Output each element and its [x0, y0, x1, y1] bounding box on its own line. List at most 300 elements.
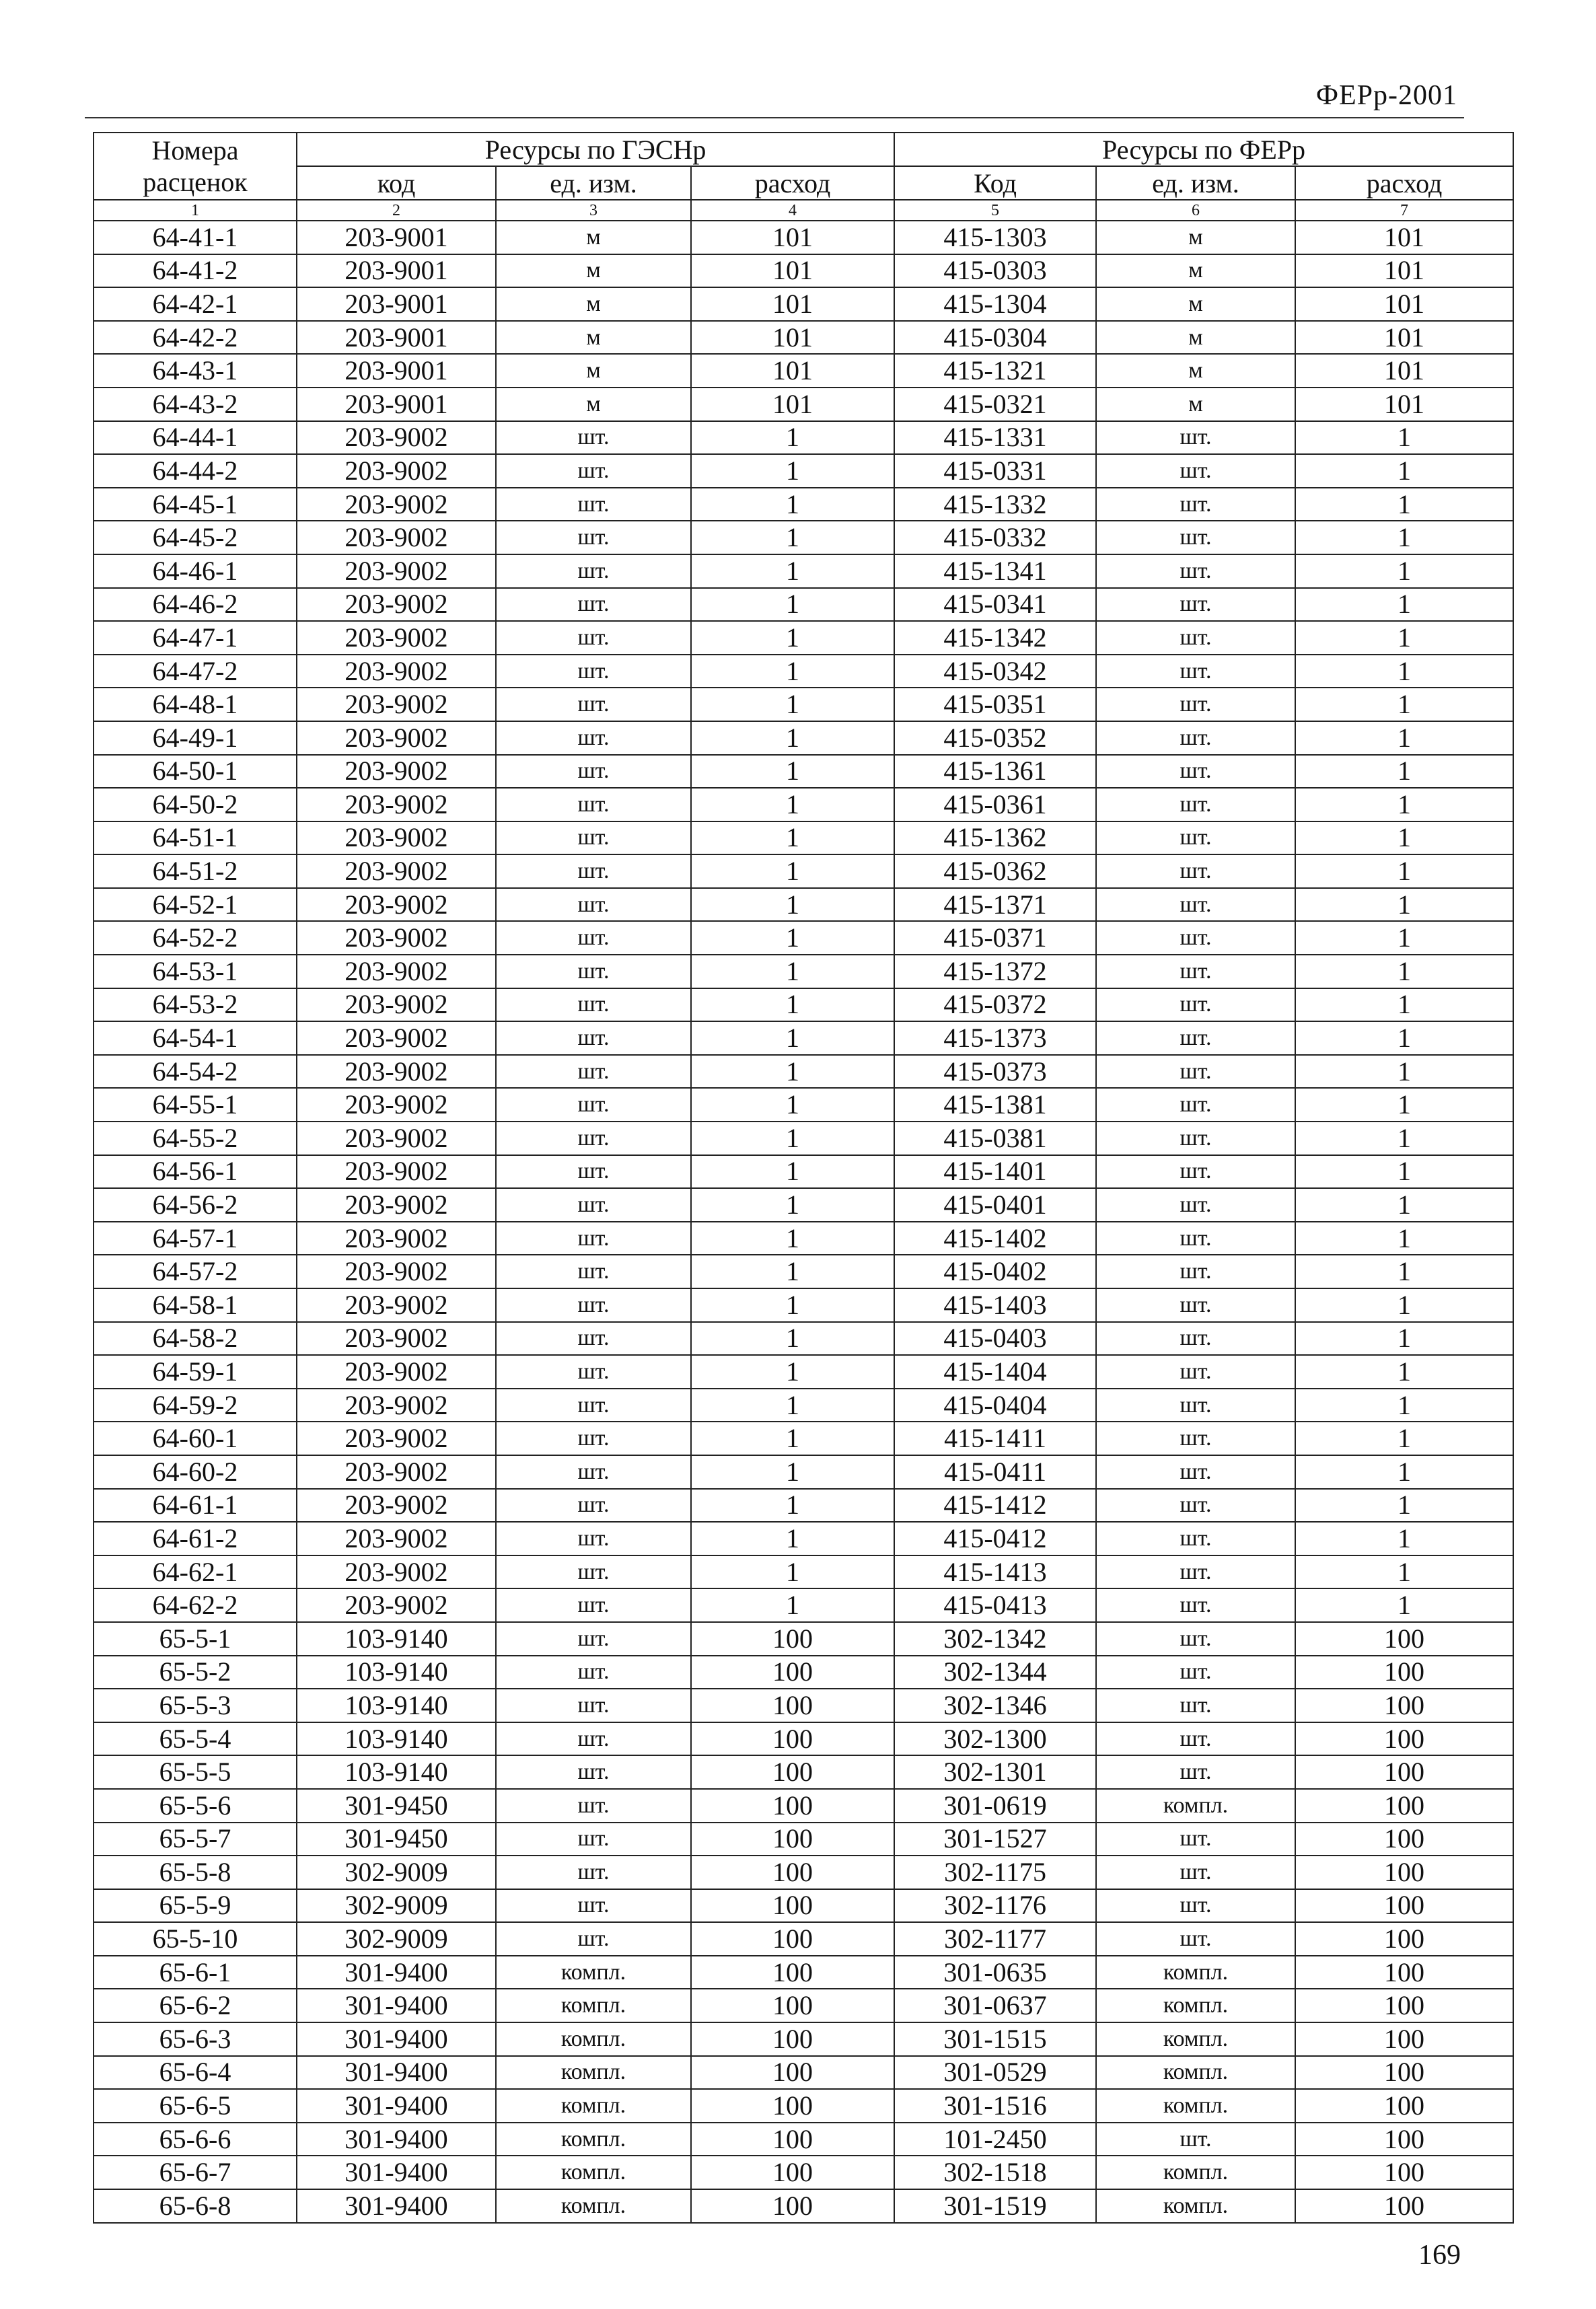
- fer-unit-cell: шт.: [1096, 2123, 1295, 2156]
- rate-number-cell: 65-5-3: [94, 1689, 297, 1722]
- gesn-code-cell: 203-9002: [297, 1088, 496, 1122]
- gesn-unit-cell: шт.: [496, 1021, 691, 1055]
- fer-unit-cell: шт.: [1096, 1755, 1295, 1789]
- rate-number-cell: 65-5-6: [94, 1789, 297, 1823]
- gesn-unit-cell: шт.: [496, 1856, 691, 1889]
- gesn-qty-cell: 1: [691, 988, 894, 1022]
- gesn-unit-cell: шт.: [496, 1088, 691, 1122]
- gesn-qty-cell: 1: [691, 621, 894, 655]
- table-row: [94, 1889, 1513, 1923]
- table-row: [94, 1922, 1513, 1956]
- table-row: [94, 1588, 1513, 1622]
- gesn-qty-cell: 1: [691, 421, 894, 455]
- rate-numbers-header: Номера: [94, 133, 297, 166]
- rate-number-cell: 64-61-2: [94, 1522, 297, 1555]
- fer-qty-cell: 1: [1295, 888, 1513, 922]
- fer-code-cell: 415-0331: [894, 454, 1096, 488]
- fer-unit-header: ед. изм.: [1096, 166, 1295, 200]
- table-row: [94, 287, 1513, 321]
- gesn-qty-cell: 1: [691, 1188, 894, 1222]
- rate-number-cell: 64-50-1: [94, 755, 297, 789]
- column-number: 1: [94, 200, 297, 221]
- gesn-unit-cell: шт.: [496, 1755, 691, 1789]
- gesn-qty-cell: 1: [691, 454, 894, 488]
- fer-qty-cell: 100: [1295, 2056, 1513, 2090]
- gesn-unit-cell: компл.: [496, 2056, 691, 2090]
- rate-number-cell: 64-50-2: [94, 788, 297, 821]
- rate-number-cell: 64-52-2: [94, 921, 297, 955]
- rate-number-cell: 64-46-2: [94, 588, 297, 622]
- gesn-code-cell: 203-9002: [297, 988, 496, 1022]
- gesn-code-cell: 203-9002: [297, 921, 496, 955]
- table-row: [94, 354, 1513, 388]
- table-row: [94, 1222, 1513, 1255]
- gesn-unit-cell: шт.: [496, 755, 691, 789]
- gesn-unit-cell: шт.: [496, 1122, 691, 1155]
- gesn-unit-cell: компл.: [496, 1989, 691, 2022]
- gesn-qty-cell: 101: [691, 221, 894, 254]
- fer-qty-cell: 1: [1295, 1422, 1513, 1455]
- fer-unit-cell: шт.: [1096, 488, 1295, 521]
- gesn-unit-cell: шт.: [496, 888, 691, 922]
- fer-unit-cell: шт.: [1096, 755, 1295, 789]
- fer-code-cell: 301-1516: [894, 2089, 1096, 2123]
- fer-code-cell: 302-1175: [894, 1856, 1096, 1889]
- rate-number-cell: 65-6-2: [94, 1989, 297, 2022]
- gesn-qty-cell: 100: [691, 1622, 894, 1656]
- fer-code-cell: 415-1401: [894, 1155, 1096, 1189]
- table-row: [94, 2189, 1513, 2223]
- gesn-code-cell: 203-9001: [297, 254, 496, 288]
- gesn-code-cell: 103-9140: [297, 1622, 496, 1656]
- fer-code-cell: 302-1344: [894, 1656, 1096, 1689]
- fer-qty-cell: 1: [1295, 554, 1513, 588]
- fer-unit-cell: шт.: [1096, 688, 1295, 721]
- fer-qty-cell: 1: [1295, 1055, 1513, 1089]
- gesn-qty-cell: 1: [691, 521, 894, 554]
- gesn-qty-cell: 1: [691, 1389, 894, 1422]
- rate-number-cell: 64-51-1: [94, 821, 297, 855]
- gesn-qty-cell: 1: [691, 821, 894, 855]
- fer-unit-cell: шт.: [1096, 1689, 1295, 1722]
- table-row: [94, 1255, 1513, 1288]
- fer-unit-cell: шт.: [1096, 655, 1295, 688]
- gesn-unit-cell: м: [496, 287, 691, 321]
- gesn-code-cell: 302-9009: [297, 1922, 496, 1956]
- gesn-unit-cell: шт.: [496, 521, 691, 554]
- fer-unit-cell: шт.: [1096, 1656, 1295, 1689]
- table-row: [94, 1622, 1513, 1656]
- table-row: [94, 1555, 1513, 1589]
- table-row: [94, 1522, 1513, 1555]
- fer-unit-cell: м: [1096, 388, 1295, 421]
- fer-code-cell: 415-1361: [894, 755, 1096, 789]
- table-row: [94, 1188, 1513, 1222]
- gesn-qty-cell: 100: [691, 1956, 894, 1989]
- gesn-qty-cell: 1: [691, 755, 894, 789]
- fer-code-cell: 415-0402: [894, 1255, 1096, 1288]
- rate-number-cell: 65-5-4: [94, 1722, 297, 1756]
- fer-qty-cell: 100: [1295, 1889, 1513, 1923]
- fer-code-cell: 415-0321: [894, 388, 1096, 421]
- gesn-unit-cell: шт.: [496, 721, 691, 755]
- fer-qty-cell: 1: [1295, 1389, 1513, 1422]
- fer-unit-cell: шт.: [1096, 1856, 1295, 1889]
- fer-qty-cell: 1: [1295, 755, 1513, 789]
- fer-unit-cell: компл.: [1096, 1989, 1295, 2022]
- rate-number-cell: 64-54-2: [94, 1055, 297, 1089]
- gesn-unit-cell: шт.: [496, 1555, 691, 1589]
- fer-unit-cell: шт.: [1096, 554, 1295, 588]
- gesn-code-cell: 203-9002: [297, 1422, 496, 1455]
- fer-code-cell: 415-1371: [894, 888, 1096, 922]
- fer-unit-cell: шт.: [1096, 1722, 1295, 1756]
- fer-unit-cell: шт.: [1096, 621, 1295, 655]
- fer-qty-cell: 1: [1295, 821, 1513, 855]
- fer-unit-cell: шт.: [1096, 955, 1295, 988]
- table-row: [94, 1489, 1513, 1523]
- rate-number-cell: 64-59-1: [94, 1355, 297, 1389]
- rate-number-cell: 64-54-1: [94, 1021, 297, 1055]
- rate-number-cell: 65-6-8: [94, 2189, 297, 2223]
- gesn-qty-cell: 1: [691, 1322, 894, 1356]
- gesn-qty-cell: 1: [691, 1055, 894, 1089]
- gesn-code-cell: 203-9001: [297, 388, 496, 421]
- gesn-unit-cell: шт.: [496, 554, 691, 588]
- gesn-unit-header: ед. изм.: [496, 166, 691, 200]
- fer-qty-cell: 100: [1295, 1989, 1513, 2022]
- column-number: 2: [297, 200, 496, 221]
- gesn-unit-cell: шт.: [496, 1322, 691, 1356]
- rate-number-cell: 64-62-2: [94, 1588, 297, 1622]
- table-row: [94, 1288, 1513, 1322]
- fer-qty-cell: 100: [1295, 2156, 1513, 2189]
- table-row: [94, 1021, 1513, 1055]
- table-row: [94, 788, 1513, 821]
- gesn-unit-cell: шт.: [496, 788, 691, 821]
- fer-qty-cell: 100: [1295, 1622, 1513, 1656]
- fer-qty-cell: 1: [1295, 588, 1513, 622]
- gesn-code-cell: 103-9140: [297, 1689, 496, 1722]
- table-row: [94, 588, 1513, 622]
- fer-code-cell: 301-0529: [894, 2056, 1096, 2090]
- rate-number-cell: 64-62-1: [94, 1555, 297, 1589]
- fer-qty-cell: 1: [1295, 1489, 1513, 1523]
- table-row: [94, 254, 1513, 288]
- table-row: [94, 1755, 1513, 1789]
- fer-unit-cell: шт.: [1096, 588, 1295, 622]
- gesn-qty-cell: 1: [691, 488, 894, 521]
- gesn-qty-cell: 100: [691, 2056, 894, 2090]
- rate-number-cell: 64-45-2: [94, 521, 297, 554]
- fer-code-cell: 415-0401: [894, 1188, 1096, 1222]
- rate-number-cell: 64-44-2: [94, 454, 297, 488]
- table-header-row-2: [94, 166, 1513, 200]
- fer-qty-cell: 1: [1295, 688, 1513, 721]
- gesn-qty-cell: 1: [691, 1122, 894, 1155]
- fer-unit-cell: шт.: [1096, 1922, 1295, 1956]
- gesn-code-cell: 203-9002: [297, 588, 496, 622]
- fer-qty-cell: 1: [1295, 1255, 1513, 1288]
- rate-number-cell: 65-6-5: [94, 2089, 297, 2123]
- fer-unit-cell: шт.: [1096, 921, 1295, 955]
- gesn-code-cell: 203-9002: [297, 1522, 496, 1555]
- gesn-code-cell: 301-9400: [297, 1956, 496, 1989]
- gesn-unit-cell: шт.: [496, 1922, 691, 1956]
- rate-number-cell: 64-52-1: [94, 888, 297, 922]
- fer-code-cell: 415-1303: [894, 221, 1096, 254]
- gesn-code-cell: 203-9002: [297, 421, 496, 455]
- gesn-unit-cell: шт.: [496, 688, 691, 721]
- table-body: [94, 221, 1513, 2223]
- gesn-code-cell: 203-9002: [297, 1255, 496, 1288]
- fer-code-cell: 302-1301: [894, 1755, 1096, 1789]
- fer-qty-cell: 101: [1295, 287, 1513, 321]
- fer-qty-cell: 1: [1295, 488, 1513, 521]
- rate-number-cell: 65-6-6: [94, 2123, 297, 2156]
- fer-qty-cell: 1: [1295, 421, 1513, 455]
- fer-code-cell: 415-1362: [894, 821, 1096, 855]
- gesn-qty-cell: 1: [691, 1522, 894, 1555]
- table-row: [94, 521, 1513, 554]
- document-title: ФЕРр-2001: [1315, 80, 1457, 111]
- rate-number-cell: 64-46-1: [94, 554, 297, 588]
- fer-qty-cell: 1: [1295, 1288, 1513, 1322]
- fer-unit-cell: шт.: [1096, 1288, 1295, 1322]
- fer-qty-cell: 100: [1295, 1789, 1513, 1823]
- fer-code-cell: 302-1177: [894, 1922, 1096, 1956]
- gesn-qty-cell: 1: [691, 888, 894, 922]
- fer-qty-cell: 101: [1295, 354, 1513, 388]
- gesn-unit-cell: компл.: [496, 1956, 691, 1989]
- resources-table: [93, 132, 1514, 2224]
- gesn-code-cell: 203-9001: [297, 321, 496, 355]
- gesn-code-cell: 203-9002: [297, 1188, 496, 1222]
- fer-code-cell: 301-0619: [894, 1789, 1096, 1823]
- fer-unit-cell: шт.: [1096, 1155, 1295, 1189]
- gesn-code-cell: 301-9400: [297, 2189, 496, 2223]
- table-row: [94, 1722, 1513, 1756]
- gesn-code-cell: 203-9002: [297, 788, 496, 821]
- fer-code-cell: 415-0304: [894, 321, 1096, 355]
- table-row: [94, 221, 1513, 254]
- fer-code-cell: 415-1332: [894, 488, 1096, 521]
- fer-code-cell: 301-1527: [894, 1823, 1096, 1856]
- gesn-unit-cell: шт.: [496, 421, 691, 455]
- gesn-qty-cell: 100: [691, 1656, 894, 1689]
- gesn-unit-cell: шт.: [496, 821, 691, 855]
- gesn-code-cell: 301-9400: [297, 2156, 496, 2189]
- gesn-unit-cell: шт.: [496, 921, 691, 955]
- fer-unit-cell: шт.: [1096, 1588, 1295, 1622]
- rate-number-cell: 65-5-5: [94, 1755, 297, 1789]
- fer-qty-cell: 1: [1295, 454, 1513, 488]
- table-row: [94, 655, 1513, 688]
- table-row: [94, 1389, 1513, 1422]
- rate-number-cell: 64-60-2: [94, 1455, 297, 1489]
- table-row: [94, 2089, 1513, 2123]
- rate-number-cell: 64-57-2: [94, 1255, 297, 1288]
- fer-qty-cell: 1: [1295, 788, 1513, 821]
- gesn-qty-cell: 1: [691, 721, 894, 755]
- gesn-qty-cell: 101: [691, 388, 894, 421]
- fer-unit-cell: шт.: [1096, 421, 1295, 455]
- gesn-qty-cell: 100: [691, 1722, 894, 1756]
- rate-number-cell: 64-47-1: [94, 621, 297, 655]
- gesn-qty-cell: 1: [691, 554, 894, 588]
- fer-code-cell: 415-0404: [894, 1389, 1096, 1422]
- rate-number-cell: 64-45-1: [94, 488, 297, 521]
- table-row: [94, 1122, 1513, 1155]
- gesn-qty-cell: 100: [691, 1789, 894, 1823]
- fer-code-cell: 415-1413: [894, 1555, 1096, 1589]
- rate-numbers-header-line2: расценок: [94, 166, 297, 200]
- gesn-qty-cell: 1: [691, 1422, 894, 1455]
- fer-unit-cell: компл.: [1096, 2189, 1295, 2223]
- rate-number-cell: 64-58-1: [94, 1288, 297, 1322]
- fer-unit-cell: шт.: [1096, 1322, 1295, 1356]
- rate-number-cell: 65-6-1: [94, 1956, 297, 1989]
- gesn-qty-cell: 100: [691, 2189, 894, 2223]
- gesn-unit-cell: компл.: [496, 2123, 691, 2156]
- gesn-unit-cell: шт.: [496, 1489, 691, 1523]
- rate-number-cell: 64-41-2: [94, 254, 297, 288]
- fer-qty-cell: 101: [1295, 321, 1513, 355]
- fer-unit-cell: шт.: [1096, 1555, 1295, 1589]
- table-row: [94, 821, 1513, 855]
- gesn-unit-cell: шт.: [496, 1656, 691, 1689]
- gesn-code-cell: 203-9002: [297, 821, 496, 855]
- gesn-unit-cell: компл.: [496, 2089, 691, 2123]
- fer-code-cell: 415-0412: [894, 1522, 1096, 1555]
- gesn-unit-cell: компл.: [496, 2156, 691, 2189]
- fer-code-cell: 302-1342: [894, 1622, 1096, 1656]
- gesn-unit-cell: шт.: [496, 1389, 691, 1422]
- gesn-code-cell: 203-9001: [297, 354, 496, 388]
- gesn-code-cell: 203-9001: [297, 287, 496, 321]
- fer-unit-cell: шт.: [1096, 888, 1295, 922]
- gesn-code-cell: 203-9002: [297, 1588, 496, 1622]
- fer-qty-cell: 1: [1295, 921, 1513, 955]
- fer-code-cell: 415-0413: [894, 1588, 1096, 1622]
- fer-qty-cell: 1: [1295, 1188, 1513, 1222]
- table-row: [94, 421, 1513, 455]
- table-row: [94, 1355, 1513, 1389]
- gesn-unit-cell: шт.: [496, 454, 691, 488]
- fer-resources-header: Ресурсы по ФЕРр: [894, 133, 1513, 166]
- table-row: [94, 554, 1513, 588]
- gesn-unit-cell: шт.: [496, 1222, 691, 1255]
- gesn-qty-cell: 1: [691, 854, 894, 888]
- gesn-qty-cell: 1: [691, 1355, 894, 1389]
- fer-unit-cell: м: [1096, 254, 1295, 288]
- page-header: [85, 77, 1464, 118]
- table-row: [94, 1823, 1513, 1856]
- gesn-code-cell: 203-9002: [297, 1155, 496, 1189]
- rate-number-cell: 64-51-2: [94, 854, 297, 888]
- fer-code-cell: 302-1518: [894, 2156, 1096, 2189]
- fer-code-cell: 415-1342: [894, 621, 1096, 655]
- gesn-code-cell: 203-9002: [297, 1288, 496, 1322]
- gesn-qty-cell: 1: [691, 955, 894, 988]
- gesn-unit-cell: шт.: [496, 488, 691, 521]
- gesn-qty-cell: 101: [691, 354, 894, 388]
- fer-unit-cell: шт.: [1096, 788, 1295, 821]
- fer-code-cell: 415-0362: [894, 854, 1096, 888]
- gesn-unit-cell: шт.: [496, 1455, 691, 1489]
- rate-number-cell: 64-59-2: [94, 1389, 297, 1422]
- table-row: [94, 1322, 1513, 1356]
- rate-number-cell: 65-6-7: [94, 2156, 297, 2189]
- fer-code-cell: 302-1346: [894, 1689, 1096, 1722]
- gesn-code-cell: 203-9002: [297, 488, 496, 521]
- gesn-unit-cell: шт.: [496, 1889, 691, 1923]
- fer-unit-cell: компл.: [1096, 2022, 1295, 2056]
- table-row: [94, 688, 1513, 721]
- table-row: [94, 955, 1513, 988]
- fer-unit-cell: компл.: [1096, 2056, 1295, 2090]
- gesn-code-cell: 302-9009: [297, 1856, 496, 1889]
- rate-number-cell: 64-60-1: [94, 1422, 297, 1455]
- gesn-qty-cell: 100: [691, 1922, 894, 1956]
- gesn-code-cell: 301-9400: [297, 2089, 496, 2123]
- table-row: [94, 921, 1513, 955]
- gesn-code-cell: 203-9002: [297, 1055, 496, 1089]
- table-row: [94, 454, 1513, 488]
- gesn-qty-cell: 1: [691, 1489, 894, 1523]
- gesn-code-cell: 301-9450: [297, 1823, 496, 1856]
- table-row: [94, 2056, 1513, 2090]
- fer-code-cell: 415-1381: [894, 1088, 1096, 1122]
- fer-qty-cell: 1: [1295, 1122, 1513, 1155]
- gesn-unit-cell: м: [496, 354, 691, 388]
- fer-unit-cell: шт.: [1096, 1122, 1295, 1155]
- fer-code-cell: 415-1411: [894, 1422, 1096, 1455]
- fer-unit-cell: шт.: [1096, 1622, 1295, 1656]
- fer-code-cell: 301-1515: [894, 2022, 1096, 2056]
- fer-unit-cell: компл.: [1096, 2089, 1295, 2123]
- gesn-code-cell: 203-9002: [297, 1122, 496, 1155]
- gesn-qty-cell: 100: [691, 2123, 894, 2156]
- fer-code-cell: 415-1402: [894, 1222, 1096, 1255]
- gesn-code-cell: 301-9400: [297, 2022, 496, 2056]
- gesn-unit-cell: шт.: [496, 988, 691, 1022]
- gesn-code-cell: 203-9002: [297, 1389, 496, 1422]
- rate-number-cell: 64-41-1: [94, 221, 297, 254]
- fer-unit-cell: м: [1096, 221, 1295, 254]
- fer-unit-cell: шт.: [1096, 1522, 1295, 1555]
- gesn-unit-cell: шт.: [496, 1188, 691, 1222]
- rate-number-cell: 64-42-2: [94, 321, 297, 355]
- fer-code-cell: 301-0635: [894, 1956, 1096, 1989]
- table-row: [94, 1455, 1513, 1489]
- gesn-code-header: код: [297, 166, 496, 200]
- fer-qty-cell: 100: [1295, 2123, 1513, 2156]
- fer-code-cell: 415-0403: [894, 1322, 1096, 1356]
- column-number: 7: [1295, 200, 1513, 221]
- gesn-code-cell: 103-9140: [297, 1722, 496, 1756]
- fer-code-cell: 415-0411: [894, 1455, 1096, 1489]
- rate-number-cell: 65-6-4: [94, 2056, 297, 2090]
- fer-unit-cell: шт.: [1096, 721, 1295, 755]
- gesn-code-cell: 203-9002: [297, 888, 496, 922]
- fer-unit-cell: шт.: [1096, 521, 1295, 554]
- gesn-unit-cell: шт.: [496, 588, 691, 622]
- rate-number-cell: 64-57-1: [94, 1222, 297, 1255]
- gesn-code-cell: 203-9002: [297, 1322, 496, 1356]
- fer-unit-cell: шт.: [1096, 1355, 1295, 1389]
- fer-qty-cell: 1: [1295, 1222, 1513, 1255]
